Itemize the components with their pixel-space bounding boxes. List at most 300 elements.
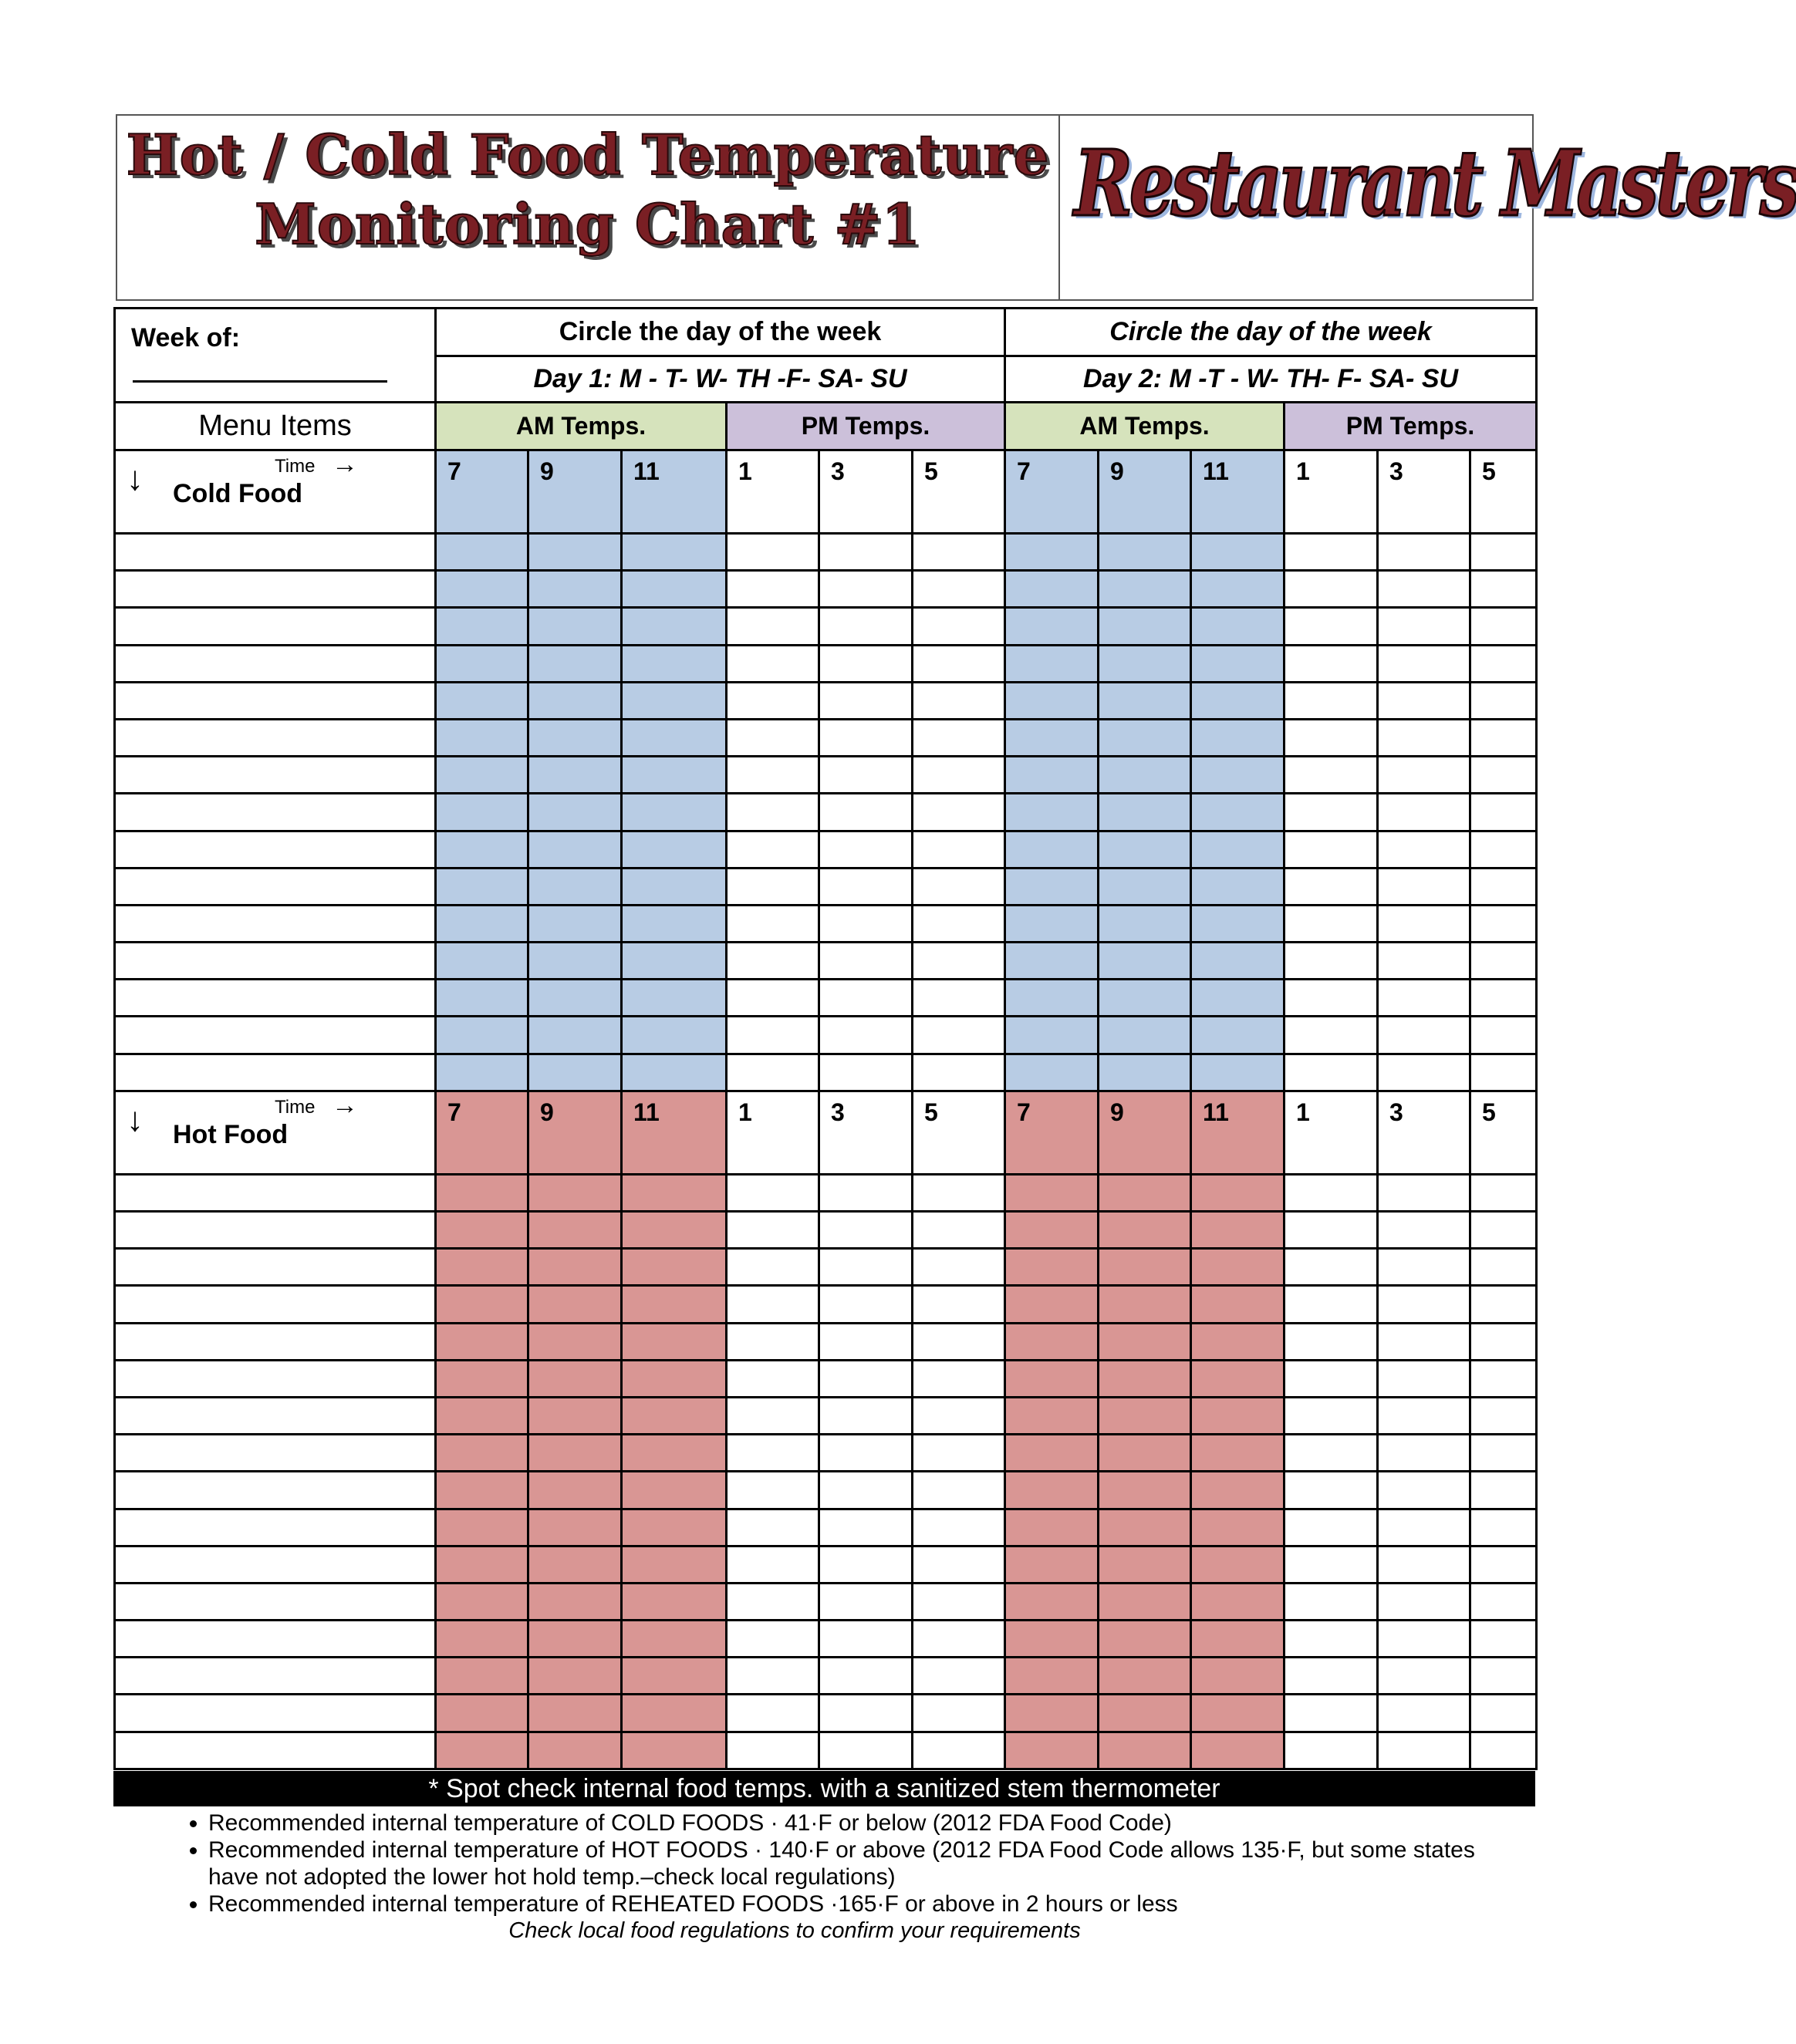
temperature-entry-cell[interactable]	[1285, 1286, 1378, 1323]
temperature-entry-cell[interactable]	[1191, 1435, 1285, 1472]
menu-item-entry-cell[interactable]	[115, 1360, 436, 1397]
temperature-entry-cell[interactable]	[727, 1212, 819, 1249]
temperature-entry-cell[interactable]	[913, 1397, 1005, 1434]
temperature-entry-cell[interactable]	[1470, 1583, 1537, 1620]
temperature-entry-cell[interactable]	[436, 1546, 528, 1583]
temperature-entry-cell[interactable]	[1191, 645, 1285, 682]
temperature-entry-cell[interactable]	[1378, 1174, 1470, 1211]
temperature-entry-cell[interactable]	[727, 794, 819, 831]
temperature-entry-cell[interactable]	[622, 1732, 727, 1769]
temperature-entry-cell[interactable]	[727, 682, 819, 719]
temperature-entry-cell[interactable]	[1005, 1017, 1099, 1054]
temperature-entry-cell[interactable]	[1285, 943, 1378, 980]
menu-item-entry-cell[interactable]	[115, 1435, 436, 1472]
temperature-entry-cell[interactable]	[1378, 1435, 1470, 1472]
temperature-entry-cell[interactable]	[1470, 571, 1537, 608]
menu-item-entry-cell[interactable]	[115, 1732, 436, 1769]
temperature-entry-cell[interactable]	[1378, 1546, 1470, 1583]
temperature-entry-cell[interactable]	[913, 794, 1005, 831]
temperature-entry-cell[interactable]	[436, 1174, 528, 1211]
temperature-entry-cell[interactable]	[1005, 868, 1099, 905]
temperature-entry-cell[interactable]	[1378, 757, 1470, 794]
temperature-entry-cell[interactable]	[528, 719, 622, 756]
temperature-entry-cell[interactable]	[1285, 1249, 1378, 1286]
temperature-entry-cell[interactable]	[1378, 943, 1470, 980]
temperature-entry-cell[interactable]	[913, 1017, 1005, 1054]
temperature-entry-cell[interactable]	[819, 868, 913, 905]
temperature-entry-cell[interactable]	[528, 608, 622, 645]
temperature-entry-cell[interactable]	[528, 1509, 622, 1546]
temperature-entry-cell[interactable]	[1378, 905, 1470, 942]
temperature-entry-cell[interactable]	[1378, 1054, 1470, 1091]
temperature-entry-cell[interactable]	[1470, 1360, 1537, 1397]
temperature-entry-cell[interactable]	[1378, 1360, 1470, 1397]
temperature-entry-cell[interactable]	[1285, 980, 1378, 1017]
temperature-entry-cell[interactable]	[727, 1397, 819, 1434]
menu-item-entry-cell[interactable]	[115, 1174, 436, 1211]
temperature-entry-cell[interactable]	[727, 1621, 819, 1658]
temperature-entry-cell[interactable]	[1099, 1583, 1191, 1620]
temperature-entry-cell[interactable]	[528, 1017, 622, 1054]
temperature-entry-cell[interactable]	[727, 868, 819, 905]
temperature-entry-cell[interactable]	[1191, 1360, 1285, 1397]
temperature-entry-cell[interactable]	[913, 1583, 1005, 1620]
temperature-entry-cell[interactable]	[727, 1286, 819, 1323]
temperature-entry-cell[interactable]	[1005, 1695, 1099, 1732]
temperature-entry-cell[interactable]	[1470, 868, 1537, 905]
temperature-entry-cell[interactable]	[1005, 719, 1099, 756]
temperature-entry-cell[interactable]	[1099, 1286, 1191, 1323]
temperature-entry-cell[interactable]	[1099, 1658, 1191, 1695]
temperature-entry-cell[interactable]	[913, 980, 1005, 1017]
temperature-entry-cell[interactable]	[727, 943, 819, 980]
temperature-entry-cell[interactable]	[436, 1472, 528, 1509]
temperature-entry-cell[interactable]	[1470, 1054, 1537, 1091]
temperature-entry-cell[interactable]	[622, 757, 727, 794]
menu-item-entry-cell[interactable]	[115, 1212, 436, 1249]
temperature-entry-cell[interactable]	[1099, 980, 1191, 1017]
temperature-entry-cell[interactable]	[1099, 571, 1191, 608]
temperature-entry-cell[interactable]	[819, 1658, 913, 1695]
temperature-entry-cell[interactable]	[1285, 608, 1378, 645]
temperature-entry-cell[interactable]	[528, 831, 622, 868]
temperature-entry-cell[interactable]	[1099, 1212, 1191, 1249]
temperature-entry-cell[interactable]	[1470, 1472, 1537, 1509]
temperature-entry-cell[interactable]	[528, 1323, 622, 1360]
temperature-entry-cell[interactable]	[1005, 794, 1099, 831]
menu-item-entry-cell[interactable]	[115, 1546, 436, 1583]
menu-item-entry-cell[interactable]	[115, 1509, 436, 1546]
temperature-entry-cell[interactable]	[528, 534, 622, 571]
temperature-entry-cell[interactable]	[819, 719, 913, 756]
temperature-entry-cell[interactable]	[436, 1435, 528, 1472]
temperature-entry-cell[interactable]	[913, 1212, 1005, 1249]
temperature-entry-cell[interactable]	[913, 534, 1005, 571]
temperature-entry-cell[interactable]	[819, 571, 913, 608]
temperature-entry-cell[interactable]	[819, 1212, 913, 1249]
temperature-entry-cell[interactable]	[1470, 1017, 1537, 1054]
temperature-entry-cell[interactable]	[436, 943, 528, 980]
temperature-entry-cell[interactable]	[528, 1583, 622, 1620]
temperature-entry-cell[interactable]	[1099, 1472, 1191, 1509]
temperature-entry-cell[interactable]	[436, 608, 528, 645]
temperature-entry-cell[interactable]	[528, 1397, 622, 1434]
temperature-entry-cell[interactable]	[436, 1583, 528, 1620]
menu-item-entry-cell[interactable]	[115, 534, 436, 571]
menu-item-entry-cell[interactable]	[115, 905, 436, 942]
temperature-entry-cell[interactable]	[819, 943, 913, 980]
temperature-entry-cell[interactable]	[913, 1435, 1005, 1472]
temperature-entry-cell[interactable]	[528, 1658, 622, 1695]
temperature-entry-cell[interactable]	[528, 1621, 622, 1658]
temperature-entry-cell[interactable]	[1470, 1621, 1537, 1658]
menu-item-entry-cell[interactable]	[115, 1286, 436, 1323]
temperature-entry-cell[interactable]	[1378, 1509, 1470, 1546]
temperature-entry-cell[interactable]	[1285, 794, 1378, 831]
temperature-entry-cell[interactable]	[913, 831, 1005, 868]
temperature-entry-cell[interactable]	[622, 1509, 727, 1546]
menu-item-entry-cell[interactable]	[115, 980, 436, 1017]
temperature-entry-cell[interactable]	[436, 1509, 528, 1546]
temperature-entry-cell[interactable]	[622, 682, 727, 719]
temperature-entry-cell[interactable]	[1285, 1695, 1378, 1732]
temperature-entry-cell[interactable]	[1005, 1360, 1099, 1397]
temperature-entry-cell[interactable]	[622, 719, 727, 756]
menu-item-entry-cell[interactable]	[115, 757, 436, 794]
temperature-entry-cell[interactable]	[1470, 1397, 1537, 1434]
temperature-entry-cell[interactable]	[1099, 1509, 1191, 1546]
temperature-entry-cell[interactable]	[1285, 1212, 1378, 1249]
temperature-entry-cell[interactable]	[436, 980, 528, 1017]
temperature-entry-cell[interactable]	[913, 645, 1005, 682]
temperature-entry-cell[interactable]	[1191, 757, 1285, 794]
temperature-entry-cell[interactable]	[1191, 1583, 1285, 1620]
temperature-entry-cell[interactable]	[727, 645, 819, 682]
temperature-entry-cell[interactable]	[819, 1732, 913, 1769]
temperature-entry-cell[interactable]	[1099, 794, 1191, 831]
temperature-entry-cell[interactable]	[1191, 1658, 1285, 1695]
temperature-entry-cell[interactable]	[1285, 1621, 1378, 1658]
temperature-entry-cell[interactable]	[1191, 943, 1285, 980]
temperature-entry-cell[interactable]	[528, 1435, 622, 1472]
temperature-entry-cell[interactable]	[528, 1286, 622, 1323]
temperature-entry-cell[interactable]	[1099, 1546, 1191, 1583]
temperature-entry-cell[interactable]	[727, 1509, 819, 1546]
temperature-entry-cell[interactable]	[1470, 645, 1537, 682]
temperature-entry-cell[interactable]	[1005, 757, 1099, 794]
temperature-entry-cell[interactable]	[528, 1472, 622, 1509]
temperature-entry-cell[interactable]	[819, 1360, 913, 1397]
temperature-entry-cell[interactable]	[622, 1397, 727, 1434]
temperature-entry-cell[interactable]	[528, 905, 622, 942]
temperature-entry-cell[interactable]	[913, 868, 1005, 905]
temperature-entry-cell[interactable]	[819, 1546, 913, 1583]
temperature-entry-cell[interactable]	[1005, 943, 1099, 980]
temperature-entry-cell[interactable]	[819, 1017, 913, 1054]
temperature-entry-cell[interactable]	[436, 1249, 528, 1286]
temperature-entry-cell[interactable]	[1099, 1323, 1191, 1360]
temperature-entry-cell[interactable]	[1099, 1397, 1191, 1434]
temperature-entry-cell[interactable]	[913, 905, 1005, 942]
menu-item-entry-cell[interactable]	[115, 682, 436, 719]
temperature-entry-cell[interactable]	[622, 1054, 727, 1091]
temperature-entry-cell[interactable]	[622, 1658, 727, 1695]
temperature-entry-cell[interactable]	[1005, 645, 1099, 682]
temperature-entry-cell[interactable]	[1378, 1472, 1470, 1509]
temperature-entry-cell[interactable]	[436, 645, 528, 682]
temperature-entry-cell[interactable]	[819, 1397, 913, 1434]
temperature-entry-cell[interactable]	[1470, 1732, 1537, 1769]
temperature-entry-cell[interactable]	[528, 794, 622, 831]
temperature-entry-cell[interactable]	[1099, 1249, 1191, 1286]
temperature-entry-cell[interactable]	[1285, 1017, 1378, 1054]
temperature-entry-cell[interactable]	[528, 1546, 622, 1583]
temperature-entry-cell[interactable]	[819, 608, 913, 645]
temperature-entry-cell[interactable]	[913, 1472, 1005, 1509]
menu-item-entry-cell[interactable]	[115, 794, 436, 831]
menu-item-entry-cell[interactable]	[115, 943, 436, 980]
temperature-entry-cell[interactable]	[1378, 1732, 1470, 1769]
temperature-entry-cell[interactable]	[528, 571, 622, 608]
temperature-entry-cell[interactable]	[1191, 608, 1285, 645]
temperature-entry-cell[interactable]	[1005, 1621, 1099, 1658]
menu-item-entry-cell[interactable]	[115, 571, 436, 608]
temperature-entry-cell[interactable]	[1470, 1323, 1537, 1360]
day2-days[interactable]: Day 2: M -T - W- TH- F- SA- SU	[1005, 356, 1537, 403]
menu-item-entry-cell[interactable]	[115, 1658, 436, 1695]
temperature-entry-cell[interactable]	[913, 1249, 1005, 1286]
menu-item-entry-cell[interactable]	[115, 1054, 436, 1091]
temperature-entry-cell[interactable]	[1005, 534, 1099, 571]
temperature-entry-cell[interactable]	[913, 1286, 1005, 1323]
temperature-entry-cell[interactable]	[528, 645, 622, 682]
temperature-entry-cell[interactable]	[1470, 1695, 1537, 1732]
temperature-entry-cell[interactable]	[1470, 1509, 1537, 1546]
temperature-entry-cell[interactable]	[436, 571, 528, 608]
temperature-entry-cell[interactable]	[1099, 1435, 1191, 1472]
temperature-entry-cell[interactable]	[1005, 1323, 1099, 1360]
temperature-entry-cell[interactable]	[436, 1695, 528, 1732]
temperature-entry-cell[interactable]	[1378, 1695, 1470, 1732]
temperature-entry-cell[interactable]	[1285, 831, 1378, 868]
temperature-entry-cell[interactable]	[727, 1546, 819, 1583]
temperature-entry-cell[interactable]	[622, 1583, 727, 1620]
temperature-entry-cell[interactable]	[1005, 1732, 1099, 1769]
menu-item-entry-cell[interactable]	[115, 831, 436, 868]
temperature-entry-cell[interactable]	[622, 1286, 727, 1323]
temperature-entry-cell[interactable]	[622, 645, 727, 682]
temperature-entry-cell[interactable]	[1378, 794, 1470, 831]
temperature-entry-cell[interactable]	[1285, 534, 1378, 571]
temperature-entry-cell[interactable]	[727, 1658, 819, 1695]
temperature-entry-cell[interactable]	[528, 682, 622, 719]
temperature-entry-cell[interactable]	[1378, 682, 1470, 719]
temperature-entry-cell[interactable]	[819, 1472, 913, 1509]
temperature-entry-cell[interactable]	[1191, 1249, 1285, 1286]
temperature-entry-cell[interactable]	[1191, 980, 1285, 1017]
menu-item-entry-cell[interactable]	[115, 1017, 436, 1054]
temperature-entry-cell[interactable]	[727, 719, 819, 756]
menu-item-entry-cell[interactable]	[115, 1249, 436, 1286]
temperature-entry-cell[interactable]	[1470, 794, 1537, 831]
temperature-entry-cell[interactable]	[913, 1054, 1005, 1091]
temperature-entry-cell[interactable]	[1378, 1397, 1470, 1434]
temperature-entry-cell[interactable]	[436, 905, 528, 942]
temperature-entry-cell[interactable]	[913, 1509, 1005, 1546]
temperature-entry-cell[interactable]	[913, 1658, 1005, 1695]
temperature-entry-cell[interactable]	[1378, 1249, 1470, 1286]
temperature-entry-cell[interactable]	[622, 608, 727, 645]
temperature-entry-cell[interactable]	[436, 1323, 528, 1360]
temperature-entry-cell[interactable]	[913, 608, 1005, 645]
temperature-entry-cell[interactable]	[819, 905, 913, 942]
temperature-entry-cell[interactable]	[436, 757, 528, 794]
temperature-entry-cell[interactable]	[436, 1621, 528, 1658]
temperature-entry-cell[interactable]	[622, 1472, 727, 1509]
temperature-entry-cell[interactable]	[1285, 1583, 1378, 1620]
temperature-entry-cell[interactable]	[913, 719, 1005, 756]
temperature-entry-cell[interactable]	[528, 1212, 622, 1249]
temperature-entry-cell[interactable]	[622, 1323, 727, 1360]
temperature-entry-cell[interactable]	[1470, 719, 1537, 756]
temperature-entry-cell[interactable]	[727, 1174, 819, 1211]
temperature-entry-cell[interactable]	[1470, 1658, 1537, 1695]
temperature-entry-cell[interactable]	[1470, 1249, 1537, 1286]
temperature-entry-cell[interactable]	[913, 1546, 1005, 1583]
temperature-entry-cell[interactable]	[1005, 1583, 1099, 1620]
day1-days[interactable]: Day 1: M - T- W- TH -F- SA- SU	[436, 356, 1005, 403]
temperature-entry-cell[interactable]	[1470, 1212, 1537, 1249]
temperature-entry-cell[interactable]	[622, 1174, 727, 1211]
temperature-entry-cell[interactable]	[1191, 1695, 1285, 1732]
temperature-entry-cell[interactable]	[622, 980, 727, 1017]
temperature-entry-cell[interactable]	[1470, 757, 1537, 794]
temperature-entry-cell[interactable]	[1099, 1360, 1191, 1397]
menu-item-entry-cell[interactable]	[115, 1695, 436, 1732]
temperature-entry-cell[interactable]	[1099, 534, 1191, 571]
temperature-entry-cell[interactable]	[819, 1054, 913, 1091]
temperature-entry-cell[interactable]	[1285, 1360, 1378, 1397]
temperature-entry-cell[interactable]	[1005, 1658, 1099, 1695]
temperature-entry-cell[interactable]	[727, 1054, 819, 1091]
temperature-entry-cell[interactable]	[1378, 1658, 1470, 1695]
temperature-entry-cell[interactable]	[436, 1397, 528, 1434]
temperature-entry-cell[interactable]	[1191, 534, 1285, 571]
temperature-entry-cell[interactable]	[913, 1695, 1005, 1732]
temperature-entry-cell[interactable]	[819, 682, 913, 719]
temperature-entry-cell[interactable]	[727, 1732, 819, 1769]
temperature-entry-cell[interactable]	[1285, 1435, 1378, 1472]
week-of-blank-line[interactable]	[133, 380, 387, 383]
temperature-entry-cell[interactable]	[622, 905, 727, 942]
temperature-entry-cell[interactable]	[1191, 1212, 1285, 1249]
temperature-entry-cell[interactable]	[819, 831, 913, 868]
temperature-entry-cell[interactable]	[1378, 980, 1470, 1017]
temperature-entry-cell[interactable]	[913, 943, 1005, 980]
menu-item-entry-cell[interactable]	[115, 719, 436, 756]
temperature-entry-cell[interactable]	[1285, 757, 1378, 794]
temperature-entry-cell[interactable]	[913, 1174, 1005, 1211]
temperature-entry-cell[interactable]	[1005, 1286, 1099, 1323]
temperature-entry-cell[interactable]	[1378, 608, 1470, 645]
temperature-entry-cell[interactable]	[1005, 1249, 1099, 1286]
temperature-entry-cell[interactable]	[1470, 682, 1537, 719]
temperature-entry-cell[interactable]	[819, 1509, 913, 1546]
temperature-entry-cell[interactable]	[913, 682, 1005, 719]
temperature-entry-cell[interactable]	[1099, 1695, 1191, 1732]
temperature-entry-cell[interactable]	[1005, 571, 1099, 608]
temperature-entry-cell[interactable]	[1099, 1621, 1191, 1658]
temperature-entry-cell[interactable]	[1378, 719, 1470, 756]
temperature-entry-cell[interactable]	[1191, 1472, 1285, 1509]
temperature-entry-cell[interactable]	[436, 1360, 528, 1397]
temperature-entry-cell[interactable]	[1191, 1174, 1285, 1211]
temperature-entry-cell[interactable]	[1470, 980, 1537, 1017]
temperature-entry-cell[interactable]	[1285, 645, 1378, 682]
temperature-entry-cell[interactable]	[1285, 571, 1378, 608]
temperature-entry-cell[interactable]	[1005, 905, 1099, 942]
temperature-entry-cell[interactable]	[1191, 1286, 1285, 1323]
temperature-entry-cell[interactable]	[1191, 1397, 1285, 1434]
temperature-entry-cell[interactable]	[436, 831, 528, 868]
temperature-entry-cell[interactable]	[436, 534, 528, 571]
menu-item-entry-cell[interactable]	[115, 645, 436, 682]
temperature-entry-cell[interactable]	[727, 1695, 819, 1732]
temperature-entry-cell[interactable]	[1378, 1286, 1470, 1323]
temperature-entry-cell[interactable]	[1191, 571, 1285, 608]
temperature-entry-cell[interactable]	[622, 534, 727, 571]
temperature-entry-cell[interactable]	[1099, 1017, 1191, 1054]
temperature-entry-cell[interactable]	[1191, 682, 1285, 719]
temperature-entry-cell[interactable]	[1285, 1054, 1378, 1091]
temperature-entry-cell[interactable]	[622, 831, 727, 868]
temperature-entry-cell[interactable]	[727, 1323, 819, 1360]
temperature-entry-cell[interactable]	[819, 794, 913, 831]
temperature-entry-cell[interactable]	[1470, 1435, 1537, 1472]
temperature-entry-cell[interactable]	[819, 534, 913, 571]
temperature-entry-cell[interactable]	[1378, 868, 1470, 905]
temperature-entry-cell[interactable]	[1005, 1054, 1099, 1091]
temperature-entry-cell[interactable]	[727, 534, 819, 571]
temperature-entry-cell[interactable]	[1005, 1546, 1099, 1583]
temperature-entry-cell[interactable]	[1191, 1732, 1285, 1769]
temperature-entry-cell[interactable]	[819, 1323, 913, 1360]
temperature-entry-cell[interactable]	[727, 1017, 819, 1054]
temperature-entry-cell[interactable]	[1378, 1583, 1470, 1620]
temperature-entry-cell[interactable]	[1005, 1212, 1099, 1249]
temperature-entry-cell[interactable]	[1285, 1658, 1378, 1695]
temperature-entry-cell[interactable]	[1005, 682, 1099, 719]
temperature-entry-cell[interactable]	[1378, 1621, 1470, 1658]
temperature-entry-cell[interactable]	[1285, 682, 1378, 719]
menu-item-entry-cell[interactable]	[115, 608, 436, 645]
temperature-entry-cell[interactable]	[436, 1286, 528, 1323]
temperature-entry-cell[interactable]	[1191, 794, 1285, 831]
menu-item-entry-cell[interactable]	[115, 868, 436, 905]
temperature-entry-cell[interactable]	[622, 1249, 727, 1286]
temperature-entry-cell[interactable]	[727, 1583, 819, 1620]
temperature-entry-cell[interactable]	[727, 980, 819, 1017]
temperature-entry-cell[interactable]	[622, 868, 727, 905]
temperature-entry-cell[interactable]	[622, 794, 727, 831]
temperature-entry-cell[interactable]	[913, 571, 1005, 608]
temperature-entry-cell[interactable]	[913, 1323, 1005, 1360]
temperature-entry-cell[interactable]	[1191, 905, 1285, 942]
temperature-entry-cell[interactable]	[1285, 1174, 1378, 1211]
temperature-entry-cell[interactable]	[1099, 868, 1191, 905]
temperature-entry-cell[interactable]	[727, 1435, 819, 1472]
temperature-entry-cell[interactable]	[727, 1360, 819, 1397]
